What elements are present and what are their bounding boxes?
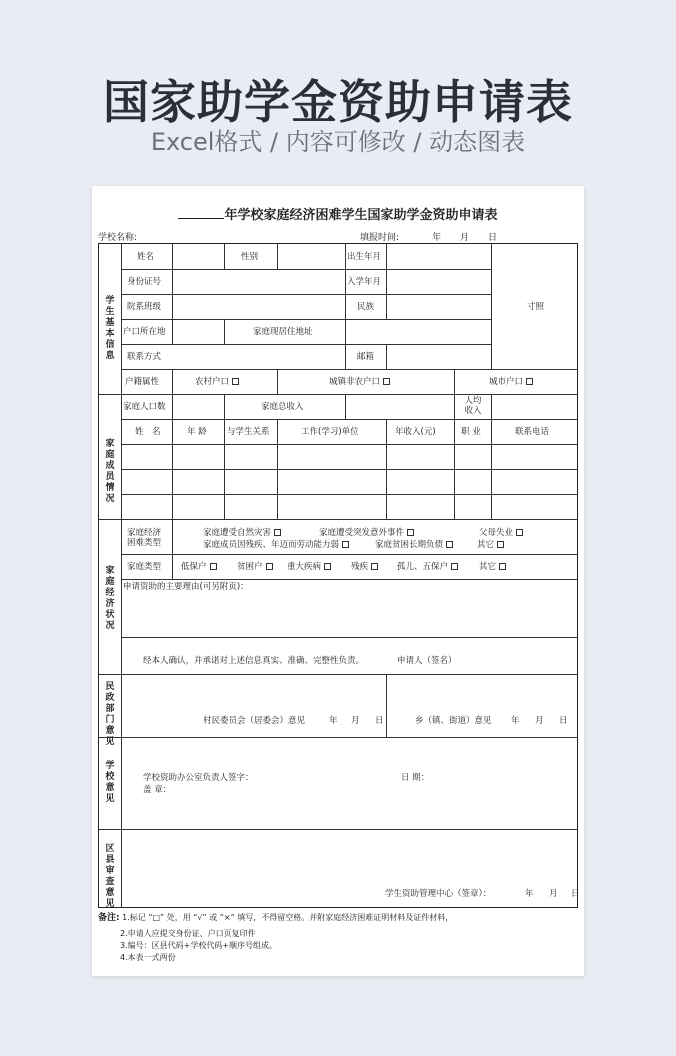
form-sheet	[92, 186, 584, 976]
checkbox-orphan[interactable]	[451, 563, 458, 570]
option-debt	[375, 540, 453, 550]
label-members: 家庭人口数	[123, 402, 166, 412]
col-relation: 与学生关系	[227, 427, 270, 437]
town-month: 月	[535, 716, 544, 726]
label-village: 村民委员会（居委会）意见	[203, 716, 306, 726]
option-disaster	[203, 528, 281, 538]
checkbox-town[interactable]	[383, 378, 390, 385]
option-disability-label: 残疾	[351, 562, 369, 572]
note-4: 4.本表一式两份	[120, 953, 176, 962]
option-other	[477, 540, 504, 550]
option-disability	[351, 562, 378, 572]
label-applicant: 申请人（签名）	[397, 656, 457, 666]
col-work: 工作(学习)单位	[301, 427, 359, 437]
option-dibao-label: 低保户	[181, 562, 207, 572]
label-gender: 性别	[241, 252, 259, 262]
district-year: 年	[525, 889, 534, 899]
label-confirm: 经本人确认，并承诺对上述信息真实、准确、完整性负责。	[143, 656, 365, 666]
section-family: 家庭成员情况	[105, 439, 115, 504]
option-rural	[195, 377, 239, 387]
checkbox-dibao[interactable]	[210, 563, 217, 570]
label-name: 姓名	[137, 252, 155, 262]
col-phone: 联系电话	[515, 427, 550, 437]
checkbox-disabled[interactable]	[342, 541, 349, 548]
checkbox-poor[interactable]	[266, 563, 273, 570]
option-disabled-label: 家庭成员因残疾、年迈而劳动能力弱	[203, 540, 340, 550]
checkbox-illness[interactable]	[324, 563, 331, 570]
option-town	[329, 377, 390, 387]
checkbox-accident[interactable]	[407, 529, 414, 536]
col-name: 姓 名	[135, 427, 161, 437]
note-2: 2.申请人应提交身份证、户口页复印件	[120, 929, 256, 938]
option-family-other	[479, 562, 506, 572]
label-town-opinion: 乡（镇、街道）意见	[415, 716, 492, 726]
option-accident	[319, 528, 414, 538]
option-unemployed	[479, 528, 523, 538]
option-town-label: 城镇非农户口	[329, 377, 381, 387]
checkbox-rural[interactable]	[232, 378, 239, 385]
option-poor	[237, 562, 273, 572]
label-enroll: 入学年月	[347, 277, 382, 287]
label-mail: 邮箱	[357, 352, 375, 362]
label-center: 学生资助管理中心（签章）：	[385, 889, 492, 899]
option-unemployed-label: 父母失业	[479, 528, 514, 538]
option-rural-label: 农村户口	[195, 377, 230, 387]
fill-year: 年	[432, 233, 442, 243]
notes-label: 备注:	[98, 913, 120, 923]
section-basic: 学生基本信息	[105, 296, 115, 361]
label-id: 身份证号	[127, 277, 162, 287]
label-birth: 出生年月	[347, 252, 382, 262]
checkbox-disaster[interactable]	[274, 529, 281, 536]
school-name-label: 学校名称:	[98, 233, 138, 243]
fill-day: 日	[488, 233, 498, 243]
section-district: 区县审查意见	[105, 844, 115, 909]
label-photo: 寸照	[527, 302, 545, 312]
option-other-label: 其它	[477, 540, 495, 550]
label-dept: 院系班级	[127, 302, 162, 312]
option-disaster-label: 家庭遭受自然灾害	[203, 528, 272, 538]
label-ethnic: 民族	[357, 302, 375, 312]
label-officer: 学校资助办公室负责人签字：	[143, 773, 254, 783]
form-title-text: 年学校家庭经济困难学生国家助学金资助申请表	[224, 208, 498, 223]
notes	[98, 912, 578, 964]
option-dibao	[181, 562, 217, 572]
col-age: 年 龄	[187, 427, 207, 437]
district-month: 月	[549, 889, 558, 899]
town-day: 日	[559, 716, 568, 726]
option-illness	[287, 562, 331, 572]
note-1: 1.标记 “□” 处，用 “√” 或 “×” 填写，不得留空格。并附家庭经济困难证明材料及证件材料，	[122, 913, 454, 922]
note-3: 3.编号：区县代码+学校代码+顺序号组成。	[120, 941, 278, 950]
banner-subtitle: Excel格式 / 内容可修改 / 动态图表	[150, 128, 526, 156]
checkbox-unemployed[interactable]	[516, 529, 523, 536]
label-hukou-type: 户籍属性	[125, 377, 160, 387]
option-orphan-label: 孤儿、五保户	[397, 562, 449, 572]
section-civil: 民政部门意见	[105, 682, 115, 747]
section-school: 学校意见	[105, 761, 115, 804]
fill-month: 月	[460, 233, 470, 243]
option-debt-label: 家庭贫困长期负债	[375, 540, 444, 550]
label-diff-type: 家庭经济困难类型	[127, 528, 162, 548]
checkbox-disability[interactable]	[371, 563, 378, 570]
option-city-label: 城市户口	[489, 377, 524, 387]
label-reason: 申请资助的主要理由(可另附页)：	[123, 582, 249, 592]
checkbox-family-other[interactable]	[499, 563, 506, 570]
option-city	[489, 377, 533, 387]
option-accident-label: 家庭遭受突发意外事件	[319, 528, 405, 538]
label-income: 家庭总收入	[261, 402, 304, 412]
checkbox-city[interactable]	[526, 378, 533, 385]
village-day: 日	[375, 716, 384, 726]
label-date: 日 期：	[401, 773, 430, 783]
banner-title: 国家助学金资助申请表	[103, 75, 573, 129]
section-economy: 家庭经济状况	[105, 566, 115, 631]
label-home-addr: 家庭现居住地址	[253, 327, 313, 337]
label-family-type: 家庭类型	[127, 562, 162, 572]
village-year: 年	[329, 716, 338, 726]
fill-time-label: 填报时间:	[360, 233, 400, 243]
option-poor-label: 贫困户	[237, 562, 263, 572]
label-contact: 联系方式	[127, 352, 162, 362]
town-year: 年	[511, 716, 520, 726]
district-day: 日	[571, 889, 580, 899]
option-family-other-label: 其它	[479, 562, 497, 572]
form-title	[98, 204, 578, 223]
village-month: 月	[351, 716, 360, 726]
form-grid	[98, 243, 578, 908]
option-illness-label: 重大疾病	[287, 562, 322, 572]
label-hukou-loc: 户口所在地	[123, 327, 166, 337]
option-orphan	[397, 562, 458, 572]
checkbox-other[interactable]	[497, 541, 504, 548]
col-job: 职 业	[461, 427, 481, 437]
col-annual-income: 年收入(元)	[395, 427, 436, 437]
label-per-capita: 人均收入	[464, 396, 482, 416]
checkbox-debt[interactable]	[446, 541, 453, 548]
label-seal: 盖 章：	[143, 785, 172, 795]
option-disabled	[203, 540, 349, 550]
